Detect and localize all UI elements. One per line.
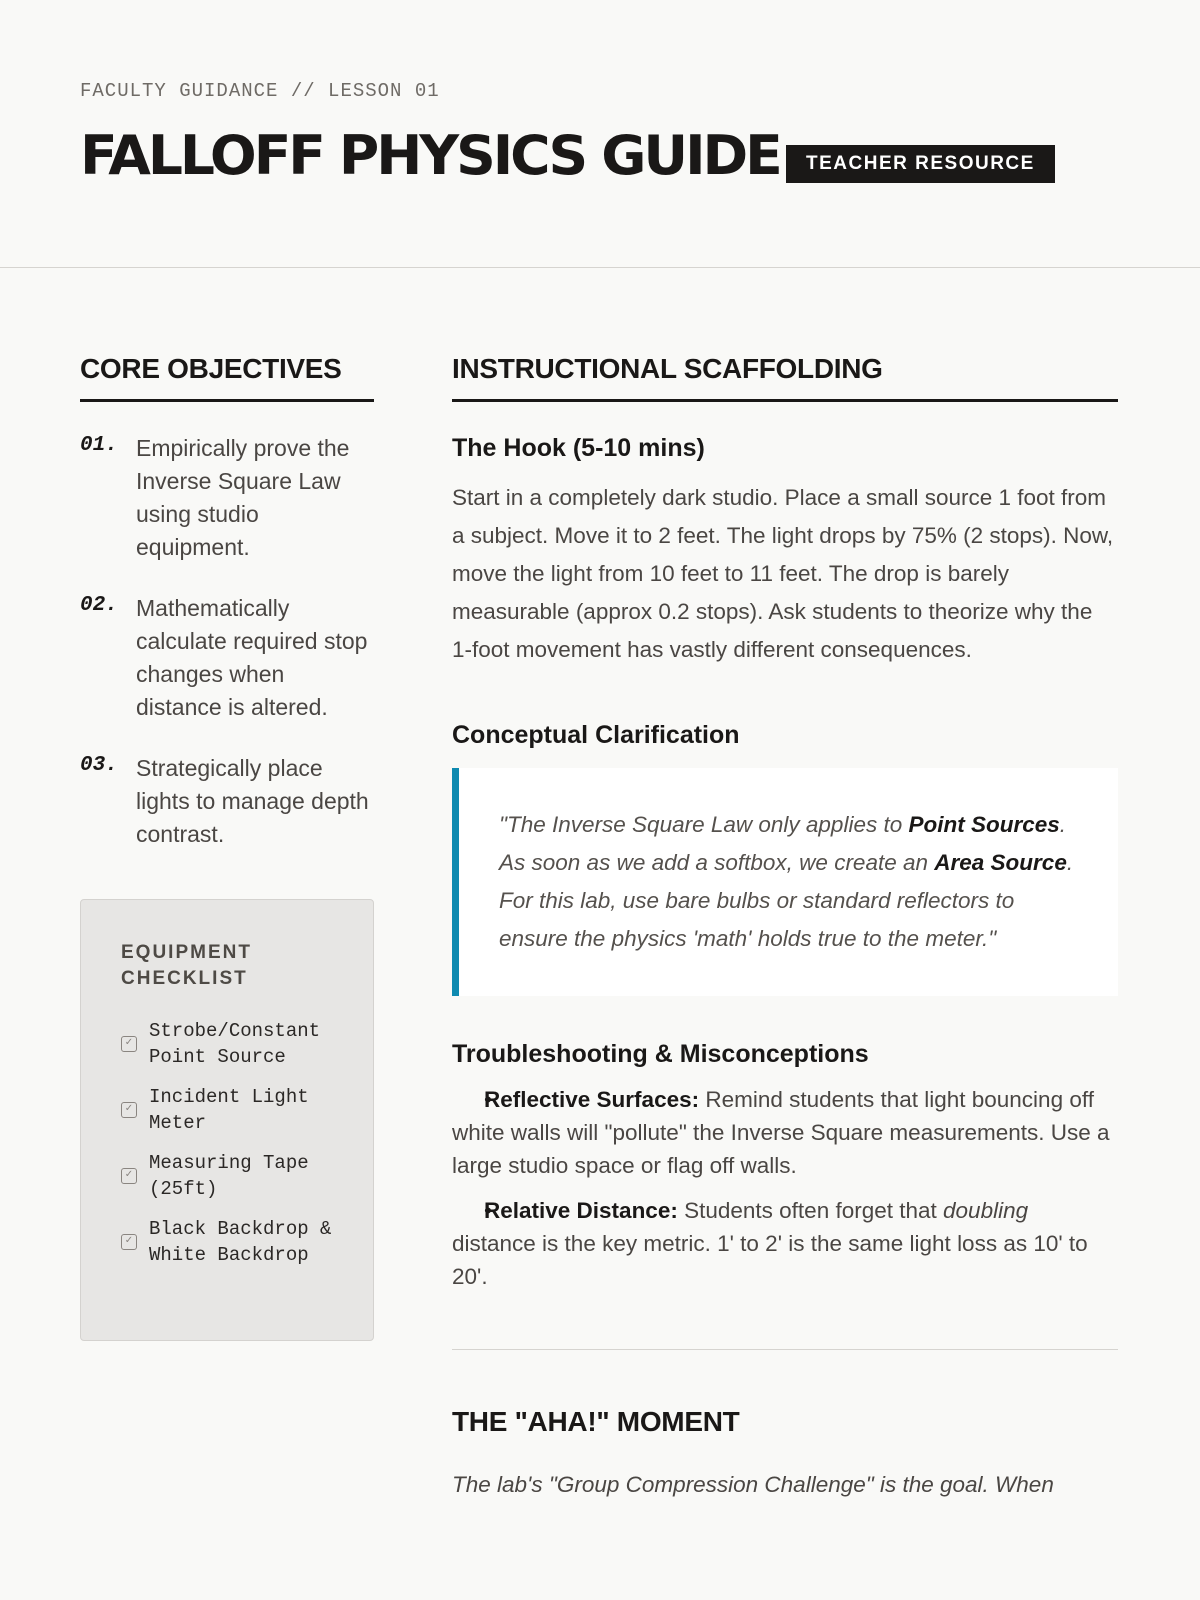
checklist-item-label: Measuring Tape (25ft)	[149, 1152, 309, 1200]
quote-text: . As soon as we add a softbox, we create an	[499, 812, 1067, 875]
checklist-item-label: Strobe/Constant Point Source	[149, 1020, 321, 1068]
objectives-heading: CORE OBJECTIVES	[80, 353, 374, 402]
checkbox-checked-icon: ✓	[121, 1036, 137, 1052]
aha-heading: THE "AHA!" MOMENT	[452, 1406, 740, 1437]
objective-number: 03.	[80, 754, 118, 777]
list-item	[452, 1194, 1118, 1293]
checkbox-checked-icon: ✓	[121, 1234, 137, 1250]
quote-emphasis: Area Source	[934, 850, 1067, 875]
teacher-resource-badge: TEACHER RESOURCE	[786, 145, 1055, 183]
right-column	[452, 353, 1118, 1498]
checklist-heading: EQUIPMENT CHECKLIST	[121, 942, 252, 989]
scaffolding-heading: INSTRUCTIONAL SCAFFOLDING	[452, 353, 1118, 402]
objective-item	[80, 752, 374, 851]
quote-emphasis: Point Sources	[908, 812, 1060, 837]
item-label: Reflective Surfaces:	[484, 1087, 700, 1112]
clarification-quote	[452, 768, 1118, 996]
equipment-checklist	[80, 899, 374, 1341]
objective-item	[80, 592, 374, 724]
objective-text: Empirically prove the Inverse Square Law using studio equipment.	[136, 435, 350, 560]
lesson-kicker: FACULTY GUIDANCE // LESSON 01	[80, 80, 440, 102]
item-text: distance is the key metric. 1' to 2' is the same light loss as 10' to 20'.	[452, 1231, 1088, 1289]
quote-text: "The Inverse Square Law only applies to	[499, 812, 909, 837]
left-column	[80, 353, 374, 1498]
checklist-item-label: Incident Light Meter	[149, 1086, 309, 1134]
objective-number: 02.	[80, 594, 118, 617]
checkbox-checked-icon: ✓	[121, 1168, 137, 1184]
checklist-item	[121, 1150, 343, 1202]
objective-item	[80, 432, 374, 564]
page-header	[0, 0, 1200, 268]
troubleshooting-title: Troubleshooting & Misconceptions	[452, 1040, 869, 1068]
troubleshooting-list	[452, 1083, 1118, 1293]
clarification-title: Conceptual Clarification	[452, 721, 740, 749]
hook-text: Start in a completely dark studio. Place a small source 1 foot from a subject. Move it to 2 feet. The light drops by 75% (2 stops). Now, move the light from 10 feet to 11 feet. The drop is barely measurable (approx 0.2 stops). Ask students to theorize why the 1-foot movement has vastly different consequences.	[452, 485, 1114, 662]
hook-title: The Hook (5-10 mins)	[452, 434, 705, 462]
objective-text: Strategically place lights to manage depth contrast.	[136, 755, 369, 847]
checklist-item	[121, 1216, 343, 1268]
item-label: Relative Distance:	[484, 1198, 678, 1223]
item-text: Students often forget that	[677, 1198, 944, 1223]
divider	[452, 1349, 1118, 1350]
aha-text: The lab's "Group Compression Challenge" is the goal. When	[452, 1472, 1054, 1497]
checklist-item	[121, 1018, 343, 1070]
quote-text: . For this lab, use bare bulbs or standard reflectors to ensure the physics 'math' holds true to the meter."	[499, 850, 1074, 951]
list-item	[452, 1083, 1118, 1182]
item-emphasis: doubling	[943, 1198, 1029, 1223]
checklist-item	[121, 1084, 343, 1136]
checklist-item-label: Black Backdrop & White Backdrop	[149, 1218, 332, 1266]
objective-number: 01.	[80, 434, 118, 457]
item-text: Remind students that light bouncing off white walls will "pollute" the Inverse Square measurements. Use a large studio space or flag off walls.	[452, 1087, 1110, 1178]
page-title: FALLOFF PHYSICS GUIDE	[80, 124, 780, 187]
objective-text: Mathematically calculate required stop changes when distance is altered.	[136, 595, 368, 720]
checkbox-checked-icon: ✓	[121, 1102, 137, 1118]
